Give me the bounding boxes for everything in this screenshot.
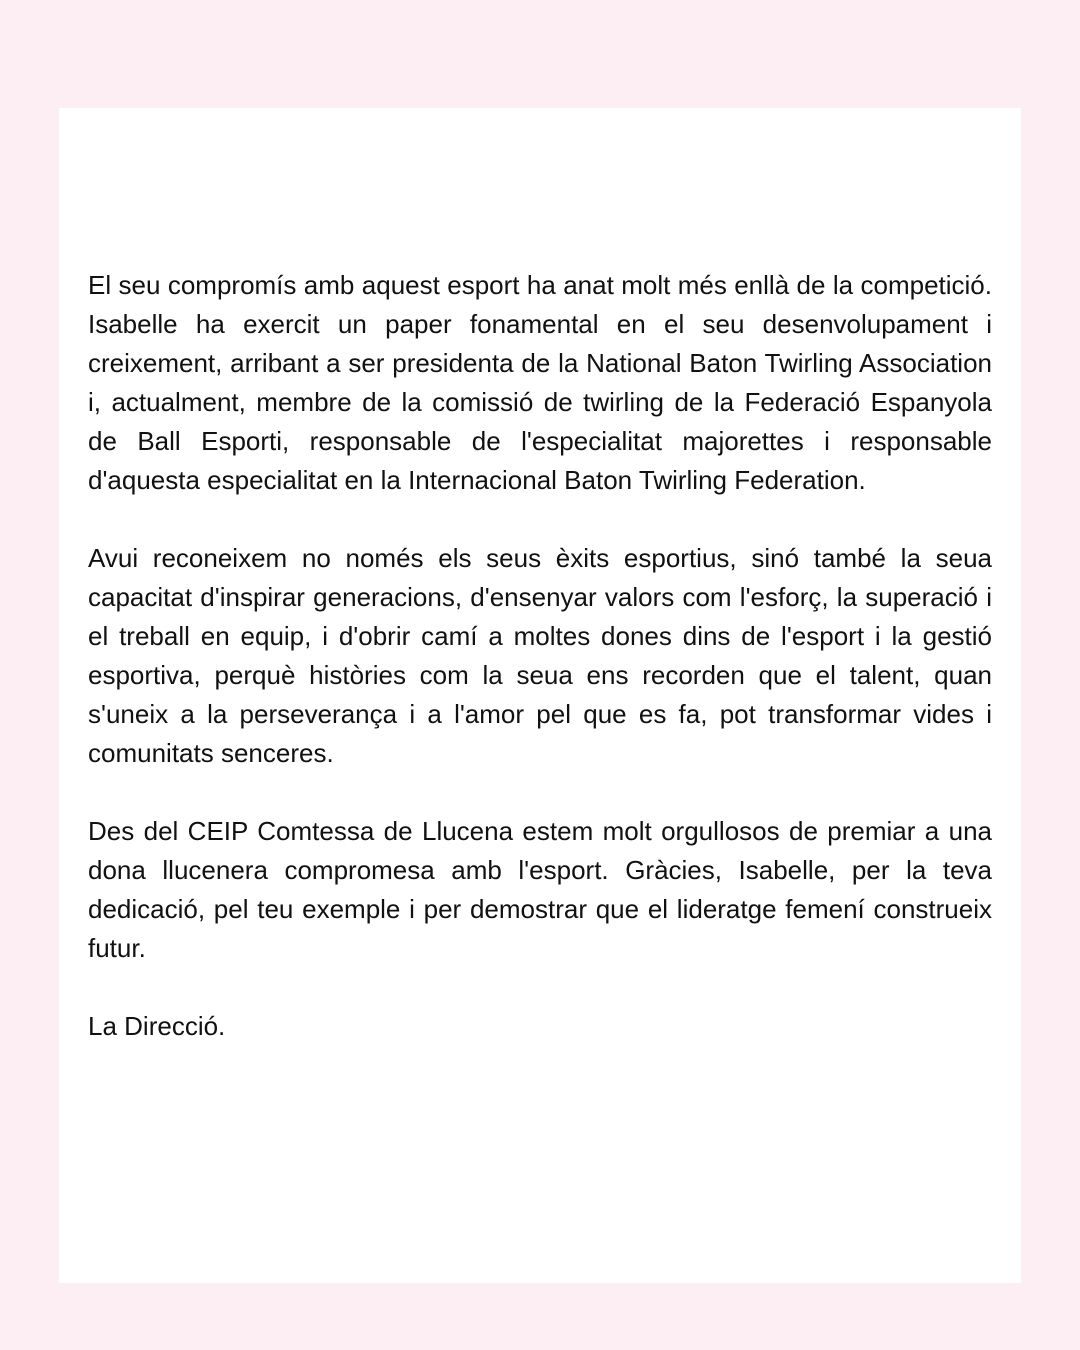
letter-card <box>59 108 1021 1283</box>
signature: La Direcció. <box>88 1011 226 1041</box>
paragraph-recognition: Avui reconeixem no només els seus èxits esportius, sinó també la seua capacitat d'inspirar generacions, d'ensenyar valors com l'esforç, la superació i el treball en equip, i d'obrir camí a moltes dones dins de l'esport i la gestió esportiva, perquè històries com la seua ens recorden que el talent, quan s'uneix a la perseverança i a l'amor pel que es fa, pot transformar vides i comunitats senceres. <box>88 543 992 768</box>
letter-body <box>88 266 992 1046</box>
paragraph-commitment: El seu compromís amb aquest esport ha anat molt més enllà de la competició. Isabelle ha exercit un paper fonamental en el seu desenvolupament i creixement, arribant a ser presidenta de la National Baton Twirling Association i, actualment, membre de la comissió de twirling de la Federació Espanyola de Ball Esporti, responsable de l'especialitat majorettes i responsable d'aquesta especialitat en la Internacional Baton Twirling Federation. <box>88 270 992 495</box>
paragraph-thanks: Des del CEIP Comtessa de Llucena estem molt orgullosos de premiar a una dona llucenera compromesa amb l'esport. Gràcies, Isabelle, per la teva dedicació, pel teu exemple i per demostrar que el lideratge femení construeix futur. <box>88 816 992 963</box>
